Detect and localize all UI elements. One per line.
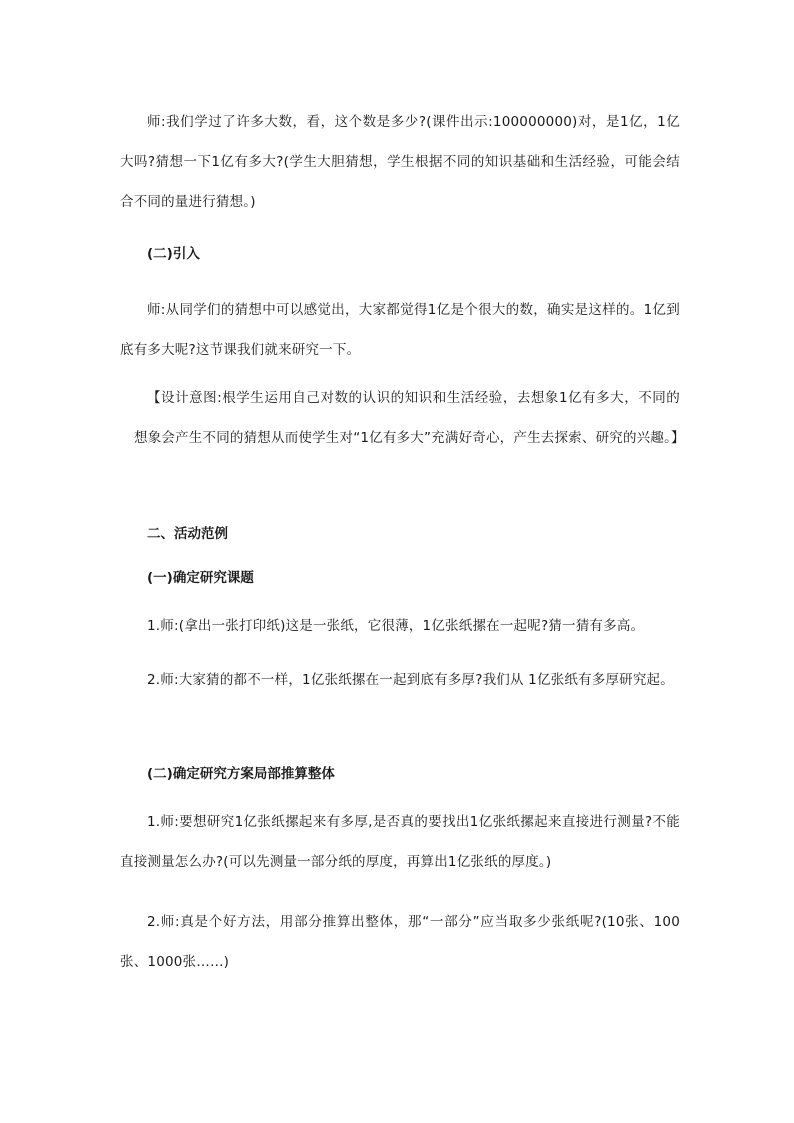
paragraph-plan-step-1: 1.师:要想研究1亿张纸摞起来有多厚,是否真的要找出1亿张纸摞起来直接进行测量?不能直接测量怎么办?(可以先测量一部分纸的厚度，再算出1亿张纸的厚度。) — [120, 814, 680, 870]
subsection-heading-research-plan: (二)确定研究方案局部推算整体 — [147, 766, 335, 782]
paragraph-teacher-intro: 师:从同学们的猜想中可以感觉出，大家都觉得1亿是个很大的数，确实是这样的。1亿到底有多大呢?这节课我们就来研究一下。 — [120, 302, 680, 358]
paragraph-plan-step-2: 2.师:真是个好方法，用部分推算出整体，那“一部分”应当取多少张纸呢?(10张、100张、1000张……) — [120, 914, 680, 970]
paragraph-teacher-question: 师:我们学过了许多大数，看，这个数是多少?(课件出示:100000000)对，是1亿，1亿大吗?猜想一下1亿有多大?(学生大胆猜想，学生根据不同的知识基础和生活经验，可能会结合不同的量进行猜想。) — [120, 114, 680, 210]
paragraph-step-1-paper: 1.师:(拿出一张打印纸)这是一张纸，它很薄，1亿张纸摞在一起呢?猜一猜有多高。 — [147, 618, 645, 634]
subsection-heading-research-topic: (一)确定研究课题 — [147, 570, 254, 586]
section-heading-activity-example: 二、活动范例 — [147, 526, 228, 542]
paragraph-design-intent: 【设计意图:根学生运用自己对数的认识的知识和生活经验，去想象1亿有多大，不同的想象会产生不同的猜想从而使学生对“1亿有多大”充满好奇心，产生去探索、研究的兴趣。】 — [134, 390, 685, 446]
paragraph-step-2-thickness: 2.师:大家猜的都不一样，1亿张纸摞在一起到底有多厚?我们从 1亿张纸有多厚研究起。 — [147, 672, 674, 688]
section-heading-introduction: (二)引入 — [147, 246, 200, 262]
